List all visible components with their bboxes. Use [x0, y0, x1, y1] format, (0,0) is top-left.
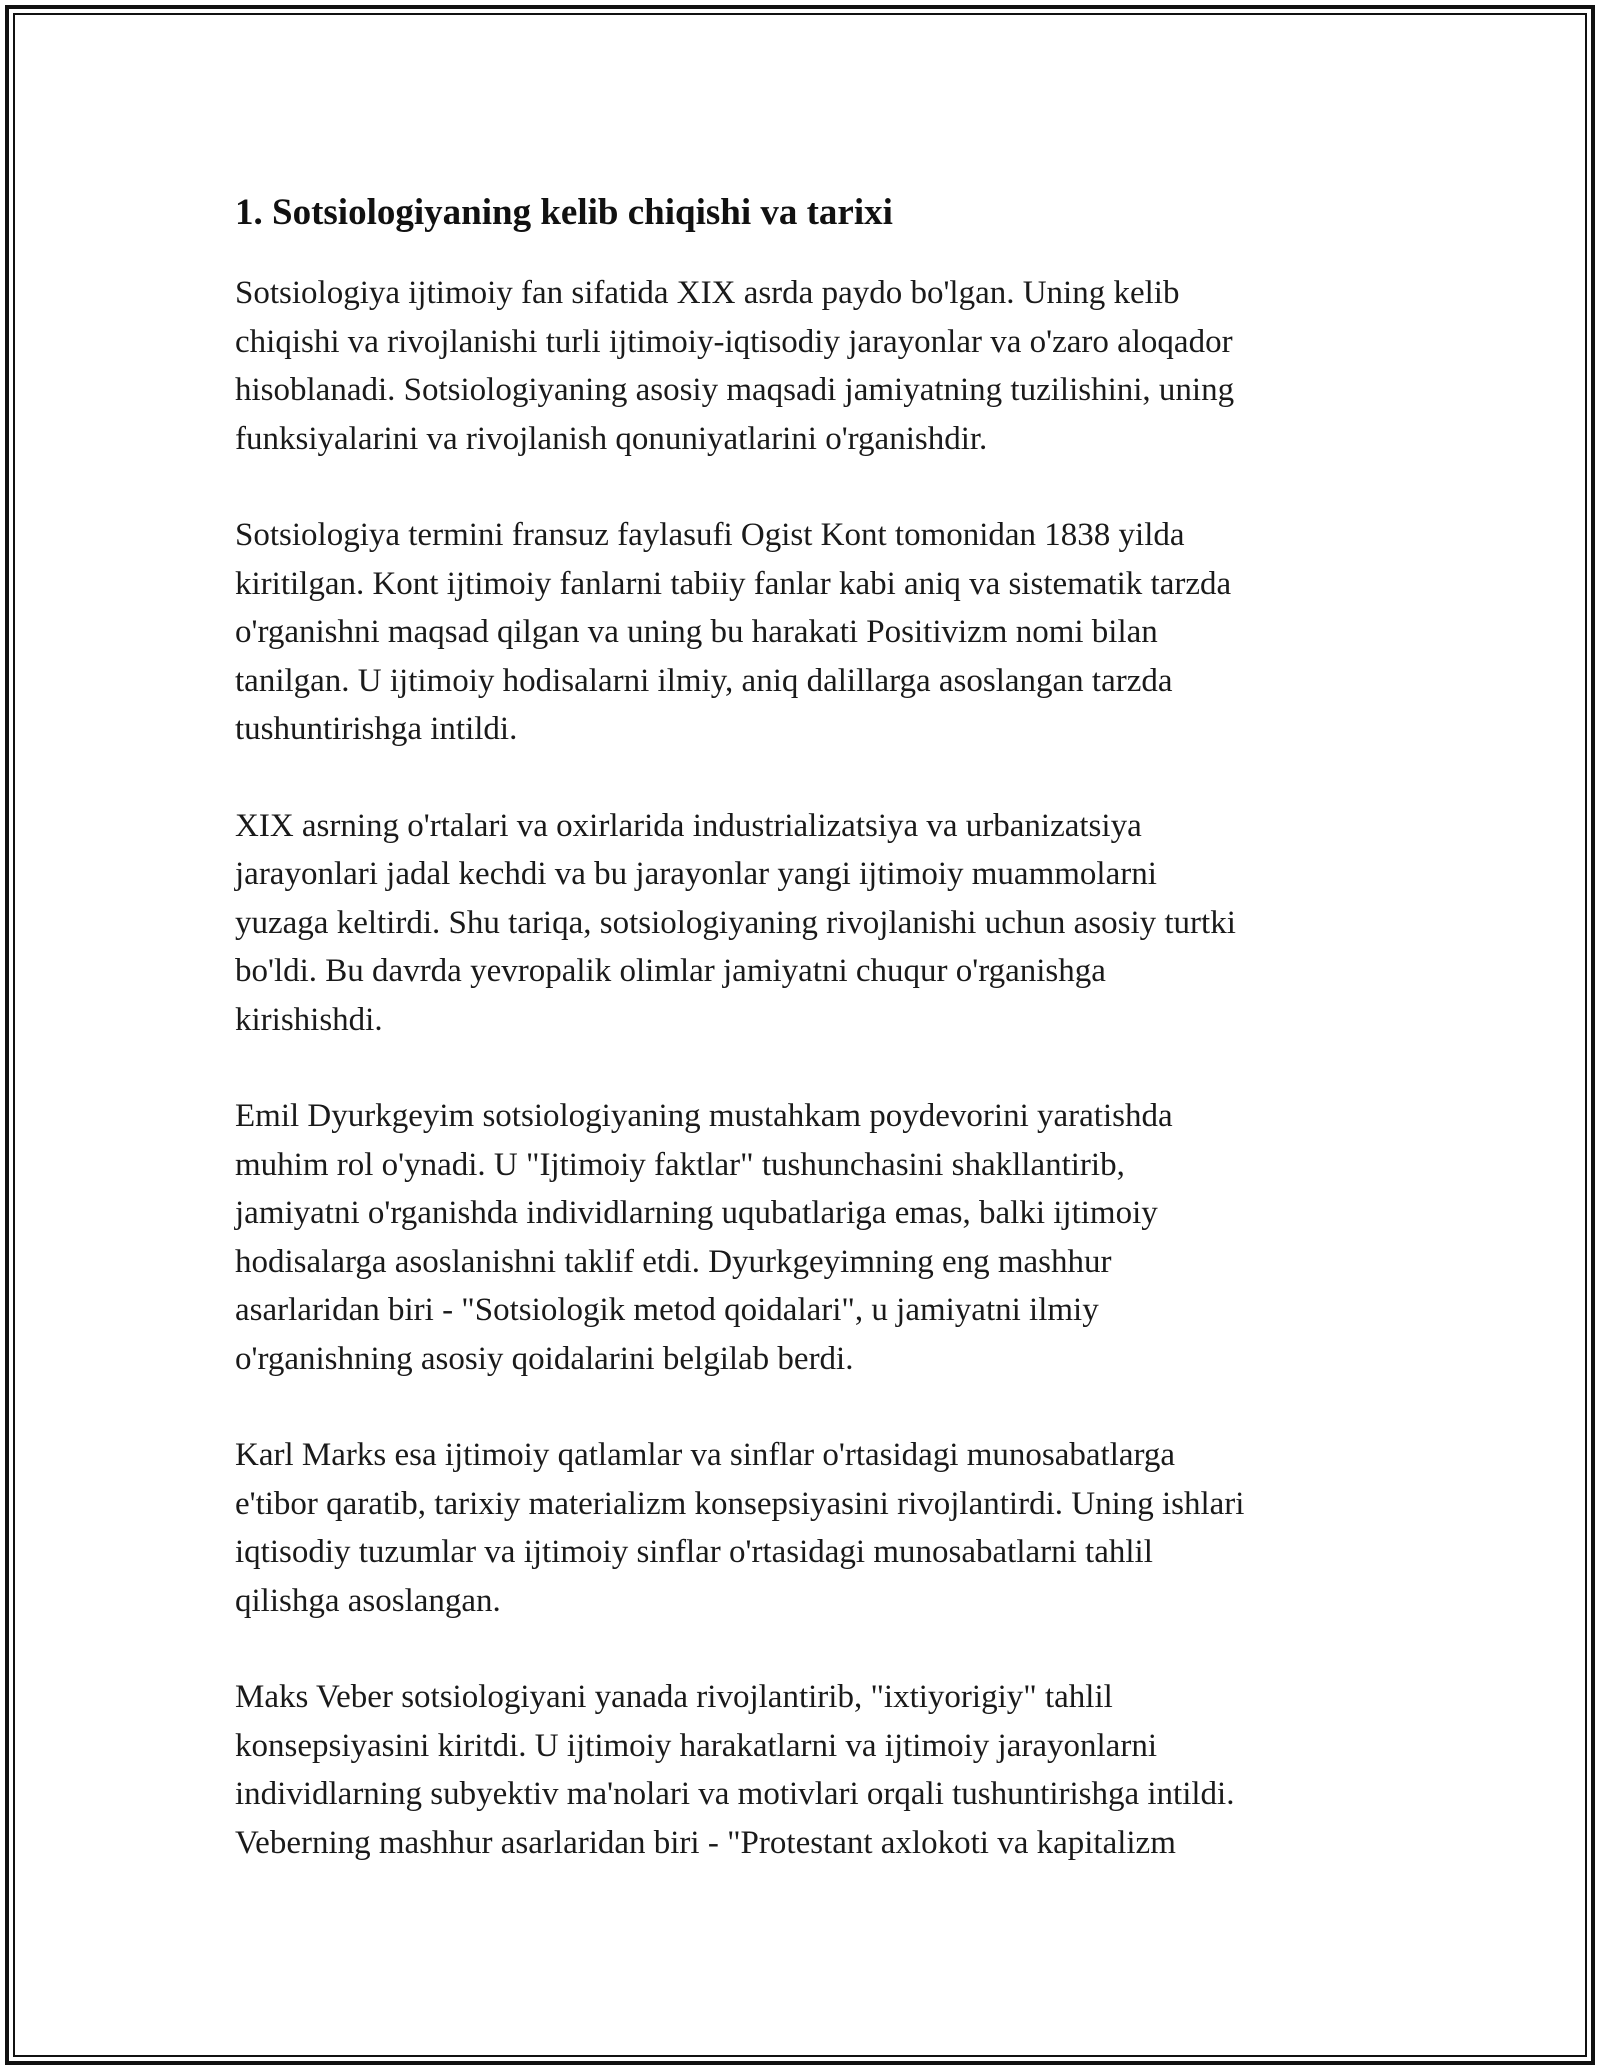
paragraph-line: Sotsiologiya termini fransuz faylasufi Ogist Kont tomonidan 1838 yilda	[235, 517, 1185, 553]
paragraph-line: yuzaga keltirdi. Shu tariqa, sotsiologiyaning rivojlanishi uchun asosiy turtki	[235, 904, 1236, 941]
paragraph-line: qilishga asoslangan.	[235, 1582, 501, 1619]
paragraph-line: tanilgan. U ijtimoiy hodisalarni ilmiy, aniq dalillarga asoslangan tarzda	[235, 662, 1173, 699]
paragraph-line: XIX asrning o'rtalari va oxirlarida industrializatsiya va urbanizatsiya	[235, 807, 1142, 844]
paragraph-line: funksiyalarini va rivojlanish qonuniyatlarini o'rganishdir.	[235, 420, 988, 457]
paragraph-intro	[235, 269, 1375, 463]
paragraph-line: o'rganishni maqsad qilgan va uning bu harakati Positivizm nomi bilan	[235, 614, 1158, 650]
paragraph-line: chiqishi va rivojlanishi turli ijtimoiy-iqtisodiy jarayonlar va o'zaro aloqador	[235, 323, 1233, 360]
paragraph-line: asarlaridan biri - "Sotsiologik metod qoidalari", u jamiyatni ilmiy	[235, 1292, 1099, 1328]
paragraph-line: muhim rol o'ynadi. U "Ijtimoiy faktlar" tushunchasini shakllantirib,	[235, 1146, 1125, 1183]
paragraph-line: Karl Marks esa ijtimoiy qatlamlar va sinflar o'rtasidagi munosabatlarga	[235, 1437, 1176, 1473]
paragraph-line: kirishishdi.	[235, 1001, 383, 1038]
paragraph-line: individlarning subyektiv ma'nolari va motivlari orqali tushuntirishga intildi.	[235, 1776, 1235, 1812]
paragraph-durkheim	[235, 1092, 1375, 1383]
paragraph-line: kiritilgan. Kont ijtimoiy fanlarni tabiiy fanlar kabi aniq va sistematik tarzda	[235, 565, 1232, 602]
paragraph-line: Veberning mashhur asarlaridan biri - "Protestant axlokoti va kapitalizm	[235, 1824, 1176, 1861]
paragraph-line: Sotsiologiya ijtimoiy fan sifatida XIX asrda paydo bo'lgan. Uning kelib	[235, 275, 1180, 311]
paragraph-kont	[235, 511, 1375, 754]
paragraph-line: iqtisodiy tuzumlar va ijtimoiy sinflar o'rtasidagi munosabatlarni tahlil	[235, 1534, 1153, 1570]
paragraph-marx	[235, 1431, 1375, 1625]
paragraph-line: jarayonlari jadal kechdi va bu jarayonlar yangi ijtimoiy muammolarni	[235, 856, 1157, 892]
paragraph-line: tushuntirishga intildi.	[235, 711, 518, 747]
paragraph-line: hisoblanadi. Sotsiologiyaning asosiy maqsadi jamiyatning tuzilishini, uning	[235, 372, 1235, 408]
section-heading: 1. Sotsiologiyaning kelib chiqishi va tarixi	[235, 192, 893, 233]
document-body	[235, 185, 1375, 1915]
paragraph-line: bo'ldi. Bu davrda yevropalik olimlar jamiyatni chuqur o'rganishga	[235, 953, 1106, 989]
paragraph-line: jamiyatni o'rganishda individlarning uqubatlariga emas, balki ijtimoiy	[235, 1195, 1158, 1231]
paragraph-weber	[235, 1673, 1375, 1867]
paragraph-line: Maks Veber sotsiologiyani yanada rivojlantirib, "ixtiyorigiy" tahlil	[235, 1679, 1113, 1715]
paragraph-line: o'rganishning asosiy qoidalarini belgilab berdi.	[235, 1340, 854, 1377]
paragraph-line: e'tibor qaratib, tarixiy materializm konsepsiyasini rivojlantirdi. Uning ishlari	[235, 1485, 1245, 1522]
paragraph-line: konsepsiyasini kiritdi. U ijtimoiy harakatlarni va ijtimoiy jarayonlarni	[235, 1727, 1157, 1764]
paragraph-industrialization	[235, 802, 1375, 1045]
paragraph-line: Emil Dyurkgeyim sotsiologiyaning mustahkam poydevorini yaratishda	[235, 1098, 1173, 1134]
paragraph-line: hodisalarga asoslanishni taklif etdi. Dyurkgeyimning eng mashhur	[235, 1243, 1112, 1280]
